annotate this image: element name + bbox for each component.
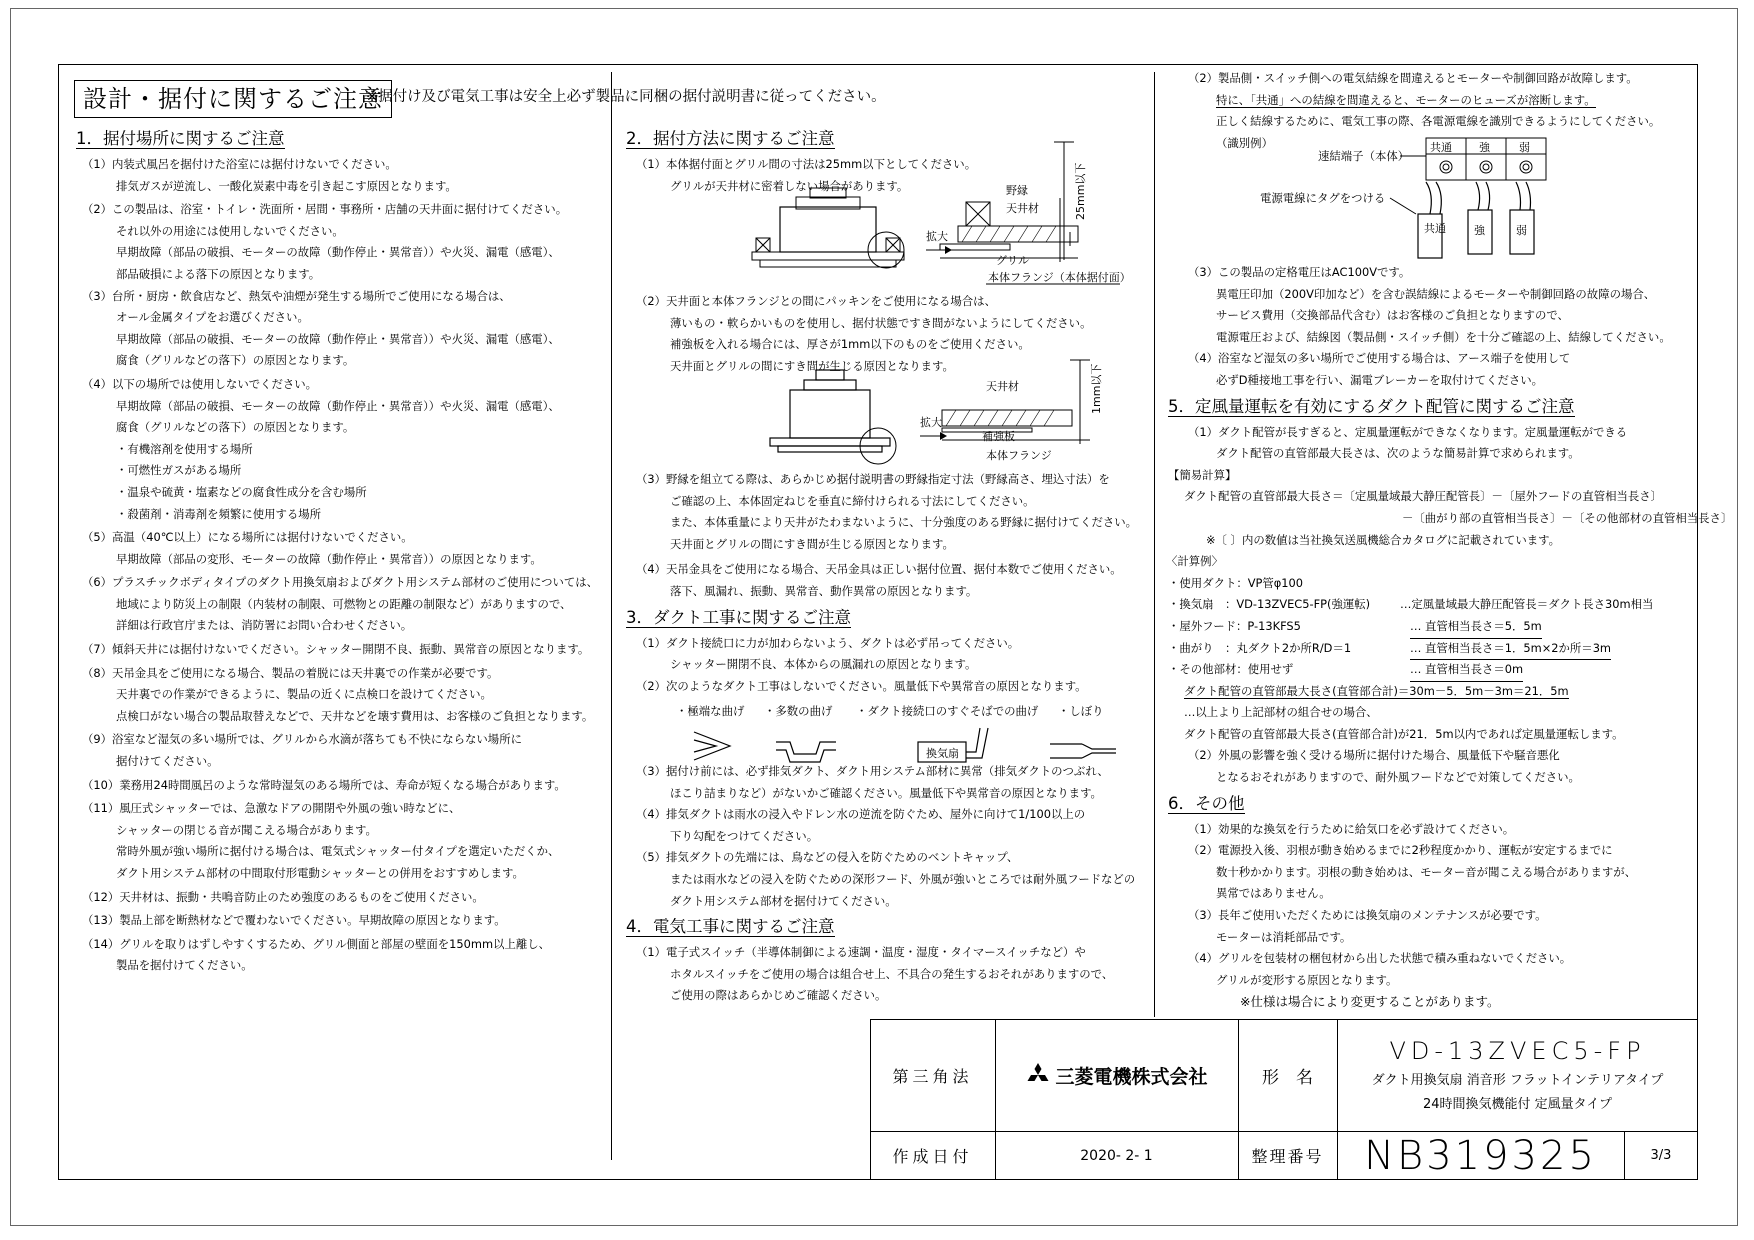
s1-line: （4）以下の場所では使用しないでください。: [82, 376, 318, 391]
figure-flange-grill: [740, 142, 1130, 292]
section-2-heading: 2．据付方法に関するご注意: [626, 129, 835, 148]
s1-line: （2）この製品は、浴室・トイレ・洗面所・居間・事務所・店舗の天井面に据付けてください。: [82, 202, 568, 217]
page-title: 設計・据付に関するご注意: [74, 80, 392, 118]
s1-line: ダクト用システム部材の中間取付形電動シャッターとの併用をおすすめします。: [116, 866, 524, 880]
section-5-heading: 5．定風量運転を有効にするダクト配管に関するご注意: [1168, 396, 1575, 416]
date-label-cell: 作成日付: [892, 1147, 973, 1166]
s1-line: 早期故障（部品の破損、モーターの故障（動作停止・異常音））や火災、漏電（感電）、: [116, 245, 560, 260]
s6-item4-a: （4）グリルを包装材の梱包材から出した状態で積み重ねないでください。: [1188, 951, 1572, 966]
s6-item1: （1）効果的な換気を行うために給気口を必ず設けてください。: [1188, 821, 1515, 836]
bad-sharp-bend-label: ・極端な曲げ: [676, 704, 745, 718]
s5-item1-b: ダクト配管の直管部最大長さは、次のような簡易計算で求められます。: [1216, 446, 1580, 461]
s1-line: 地域により防災上の制限（内装材の制限、可燃物との距離の制限など）がありますので、: [116, 596, 572, 611]
s3-item3-b: ほこり詰まりなど）がないかご確認ください。風量低下や異常音の原因となります。: [670, 785, 1102, 800]
name-label-cell: 形 名: [1262, 1067, 1313, 1088]
r-item3-b: 異電圧印加（200V印加など）を含む誤結線によるモーターや制御回路の故障の場合、: [1216, 286, 1656, 301]
example-row: [1168, 659, 1688, 681]
title-block: [870, 1019, 1698, 1180]
model-cell: [1337, 1019, 1698, 1131]
s3-item5-a: （5）排気ダクトの先端には、鳥などの侵入を防ぐためのベントキャップ、: [636, 850, 1019, 865]
s4-item1-c: ご使用の際はあらかじめご確認ください。: [670, 988, 887, 1003]
fig2-ceiling-label: 天井材: [986, 380, 1019, 393]
column-divider-2: [1154, 72, 1155, 1017]
s2-item2-d: 天井面とグリルの間にすき間が生じる原因となります。: [670, 358, 954, 373]
s1-line: 据付けてください。: [116, 754, 219, 769]
s1-line: 常時外風が強い場所に据付ける場合は、電気式シャッター付タイプを選定いただくか、: [116, 844, 560, 859]
s1-line: （10）業務用24時間風呂のような常時湿気のある場所では、寿命が短くなる場合があります。: [82, 777, 566, 792]
page-cell: 3/3: [1650, 1148, 1672, 1163]
section-4-heading: 4．電気工事に関するご注意: [626, 917, 835, 937]
section-1-column: [76, 124, 606, 977]
example-key: ・その他部材：使用せず: [1168, 662, 1294, 677]
r-item3-d: 電源電圧および、結線図（製品側・スイッチ側）を十分ご確認の上、結線してください。: [1216, 329, 1671, 344]
s2-item4-b: 落下、風漏れ、振動、異常音、動作異常の原因となります。: [670, 583, 978, 598]
s1-line: オール金属タイプをお選びください。: [116, 310, 309, 325]
fig2-flange-label: 本体フランジ: [986, 449, 1052, 462]
s1-line: 詳細は行政官庁または、消防署にお問い合わせください。: [116, 618, 413, 633]
example-key: ・換気扇 ：VD-13ZVEC5-FP(強運転): [1168, 597, 1371, 612]
s1-line: それ以外の用途には使用しないでください。: [116, 223, 344, 238]
section-6-heading: 6．その他: [1168, 793, 1245, 813]
model-number: VD-13ZVEC5-FP: [1389, 1036, 1646, 1065]
s5-item1-a: （1）ダクト配管が長すぎると、定風量運転ができなくなります。定風量運転ができる: [1188, 424, 1628, 439]
r-item3-c: サービス費用（交換部品代含む）はお客様のご負担となりますので、: [1216, 308, 1569, 323]
s1-line: ・有機溶剤を使用する場所: [116, 441, 253, 456]
r-item2-b: 特に、「共通」への結線を間違えると、モーターのヒューズが溶断します。: [1216, 92, 1596, 107]
s2-item2-a: （2）天井面と本体フランジとの間にパッキンをご使用になる場合は、: [636, 294, 996, 308]
r-item3-a: （3）この製品の定格電圧はAC100Vです。: [1188, 265, 1411, 279]
r-item4-a: （4）浴室など湿気の多い場所でご使用する場合は、アース端子を使用して: [1188, 351, 1571, 366]
s3-item3-a: （3）据付け前には、必ず排気ダクト、ダクト用システム部材に異常（排気ダクトのつぶれ、: [636, 764, 1109, 778]
s4-item1-b: ホタルスイッチをご使用の場合は組合せ上、不具合の発生するおそれがありますので、: [670, 966, 1114, 981]
s1-line: （3）台所・厨房・飲食店など、熱気や油煙が発生する場所でご使用になる場合は、: [82, 288, 511, 303]
example-value: … 直管相当長さ＝1．5m×2か所＝3m: [1410, 638, 1611, 661]
figure-terminal-id: [1250, 134, 1570, 264]
example-label: 〈計算例〉: [1166, 554, 1223, 569]
s2-item3-a: （3）野縁を組立てる際は、あらかじめ据付説明書の野縁指定寸法（野縁高さ、埋込寸法）を: [636, 472, 1110, 486]
s6-item3-b: モーターは消耗部品です。: [1216, 929, 1352, 944]
s1-line: 腐食（グリルなどの落下）の原因となります。: [116, 353, 355, 368]
s2-item2-b: 薄いもの・軟らかいものを使用し、据付状態ですき間がないようにしてください。: [670, 315, 1092, 330]
fig1-ceiling-label: 天井材: [1006, 202, 1039, 215]
s1-line: （9）浴室など湿気の多い場所では、グリルから水滴が落ちても不快にならない場所に: [82, 732, 522, 747]
bad-near-bend-label: ・ダクト接続口のすぐそばでの曲げ: [856, 704, 1039, 718]
company-name: 三菱電機株式会社: [1055, 1065, 1208, 1088]
example-row: [1168, 573, 1688, 595]
s3-item4-a: （4）排気ダクトは雨水の浸入やドレン水の逆流を防ぐため、屋外に向けて1/100以上の: [636, 807, 1086, 822]
s1-line: （12）天井材は、振動・共鳴音防止のため強度のあるものをご使用ください。: [82, 889, 484, 904]
simple-calc-label: 【簡易計算】: [1168, 467, 1237, 482]
right-column-body: [1166, 262, 1733, 1013]
s1-line: （6）プラスチックボディタイプのダクト用換気扇およびダクト用システム部材のご使用については、: [82, 575, 599, 590]
example-value: … 直管相当長さ＝0m: [1410, 659, 1523, 682]
fig2-plate-label: 補強板: [982, 430, 1015, 443]
kankisen-label: 換気扇: [926, 747, 959, 760]
terminal-weak: 弱: [1519, 141, 1530, 154]
s3-item5-c: ダクト用システム部材を据付けてください。: [670, 893, 897, 908]
s3-item2-a: （2）次のようなダクト工事はしないでください。風量低下や異常音の原因となります。: [636, 678, 1087, 693]
s6-item3-a: （3）長年ご使用いただくためには換気扇のメンテナンスが必要です。: [1188, 908, 1547, 923]
example-key: ・曲がり ：丸ダクト2か所R/D＝1: [1168, 640, 1352, 655]
conclusion-b: ダクト配管の直管部最大長さ(直管部合計)が21．5m以内であれば定風量運転します。: [1184, 726, 1624, 741]
r-item2-c: 正しく結線するために、電気工事の際、各電源電線を識別できるようにしてください。: [1216, 114, 1661, 129]
fig2-dimension-label: 1mm以下: [1090, 363, 1103, 414]
figure-packing-plate: [760, 360, 1130, 475]
projection-cell: 第三角法: [892, 1066, 973, 1086]
company-cell: [995, 1019, 1238, 1131]
conclusion-a: …以上より上記部材の組合せの場合、: [1184, 705, 1378, 720]
s6-item4-b: グリルが変形する原因となります。: [1216, 972, 1398, 987]
fig1-flange-label: 本体フランジ（本体据付面）: [988, 271, 1131, 284]
formula-note: ※〔 〕内の数値は当社換気送風機総合カタログに記載されています。: [1206, 532, 1560, 547]
s1-line: 排気ガスが逆流し、一酸化炭素中毒を引き起こす原因となります。: [116, 178, 457, 193]
s2-item3-b: ご確認の上、本体固定ねじを垂直に締付けられる寸法にしてください。: [670, 493, 1035, 508]
r-item2-d: （識別例）: [1216, 135, 1273, 150]
s3-item5-b: または雨水などの浸入を防ぐための深形フード、外風が強いところでは耐外風フードなどの: [670, 871, 1136, 886]
s1-line: 部品破損による落下の原因となります。: [116, 266, 321, 281]
example-key: ・使用ダクト：VP管φ100: [1168, 575, 1304, 590]
fig1-enlarge-label: 拡大: [926, 230, 948, 243]
s1-line: 早期故障（部品の破損、モーターの故障（動作停止・異常音））や火災、漏電（感電）、: [116, 331, 560, 346]
section-2-items-3-4: [626, 469, 1146, 697]
s2-item1-a: （1）本体据付面とグリル間の寸法は25mm以下としてください。: [636, 157, 977, 171]
formula-line-2: －〔曲がり部の直管相当長さ〕－〔その他部材の直管相当長さ〕: [1402, 510, 1733, 525]
section-1-heading: 1．据付場所に関するご注意: [76, 129, 285, 148]
tag-label: 電源電線にタグをつける: [1260, 191, 1386, 205]
s3-item1-b: シャッター開閉不良、本体からの風漏れの原因となります。: [670, 657, 977, 672]
spec-note: ※仕様は場合により変更することがあります。: [1240, 994, 1500, 1010]
s1-line: 腐食（グリルなどの落下）の原因となります。: [116, 420, 355, 435]
s1-line: 早期故障（部品の破損、モーターの故障（動作停止・異常音））や火災、漏電（感電）、: [116, 398, 560, 413]
terminal-strong: 強: [1479, 141, 1490, 154]
s1-line: ・殺菌剤・消毒剤を頻繁に使用する場所: [116, 506, 322, 521]
s2-item2-c: 補強板を入れる場合には、厚さが1mm以下のものをご使用ください。: [670, 337, 1030, 352]
mitsubishi-logo-icon: [1025, 1062, 1051, 1088]
s1-line: シャッターの閉じる音が聞こえる場合があります。: [116, 822, 377, 837]
section-3-heading: 3．ダクト工事に関するご注意: [626, 607, 851, 627]
s1-line: ・温泉や硫黄・塩素などの腐食性成分を含む場所: [116, 484, 367, 499]
r-item4-b: 必ずD種接地工事を行い、漏電ブレーカーを取付けてください。: [1216, 372, 1544, 387]
model-desc-2: 24時間換気機能付 定風量タイプ: [1422, 1096, 1613, 1112]
s2-item1-b: グリルが天井材に密着しない場合があります。: [670, 178, 909, 193]
s1-line: （11）風圧式シャッターでは、急激なドアの開閉や外風の強い時などに、: [82, 801, 461, 816]
s6-item2-c: 異常ではありません。: [1216, 886, 1331, 901]
example-result: ダクト配管の直管部最大長さ(直管部合計)＝30m－5．5m－3m＝21．5m: [1184, 683, 1569, 698]
s1-line: （8）天吊金具をご使用になる場合、製品の着脱には天井裏での作業が必要です。: [82, 665, 499, 680]
tag-strong: 強: [1474, 224, 1485, 237]
tag-weak: 弱: [1516, 224, 1527, 237]
s3-item1-a: （1）ダクト接続口に力が加わらないよう、ダクトは必ず吊ってください。: [636, 635, 1020, 650]
s2-item3-c: また、本体重量により天井がたわまないように、十分強度のある野縁に据付けてください。: [670, 515, 1138, 530]
s1-line: （13）製品上部を断熱材などで覆わないでください。早期故障の原因となります。: [82, 913, 506, 928]
bad-constriction-label: ・しぼり: [1058, 704, 1104, 718]
column-divider-1: [611, 72, 612, 1160]
s1-line: 点検口がない場合の製品取替えなどで、天井などを壊す費用は、お客様のご負担となります。: [116, 708, 594, 723]
s2-item4-a: （4）天吊金具をご使用になる場合、天吊金具は正しい据付位置、据付本数でご使用ください。: [636, 562, 1122, 577]
s6-item2-a: （2）電源投入後、羽根が動き始めるまでに2秒程度かかり、運転が安定するまでに: [1188, 843, 1613, 858]
number-label-cell: 整理番号: [1251, 1147, 1324, 1166]
example-row: [1168, 594, 1688, 616]
s2-item3-d: 天井面とグリルの間にすき間が生じる原因となります。: [670, 536, 954, 551]
installation-note: ※据付け及び電気工事は安全上必ず製品に同梱の据付説明書に従ってください。: [366, 89, 886, 105]
s1-line: （7）傾斜天井には据付けないでください。シャッター開閉不良、振動、異常音の原因となります。: [82, 642, 590, 657]
s1-line: （5）高温（40℃以上）になる場所には据付けないでください。: [82, 530, 413, 545]
s1-line: 早期故障（部品の変形、モーターの故障（動作停止・異常音））の原因となります。: [116, 551, 542, 566]
s3-item4-b: 下り勾配をつけてください。: [670, 828, 819, 843]
s5-item2-b: となるおそれがありますので、耐外風フードなどで対策してください。: [1216, 770, 1580, 785]
fig1-dimension-label: 25mm以下: [1074, 162, 1087, 220]
terminal-common: 共通: [1430, 141, 1452, 154]
s1-line: 天井裏での作業ができるように、製品の近くに点検口を設けてください。: [116, 687, 492, 702]
example-row: [1168, 638, 1688, 660]
s1-line: 製品を据付けてください。: [116, 958, 253, 973]
section-1-list: [76, 154, 606, 977]
example-key: ・屋外フード：P-13KFS5: [1168, 618, 1301, 633]
r-item2-a: （2）製品側・スイッチ側への電気結線を間違えるとモーターや制御回路が故障します。: [1188, 71, 1638, 85]
formula-line-1: ダクト配管の直管部最大長さ＝〔定風量域最大静圧配管長〕－〔屋外フードの直管相当長さ〕: [1184, 489, 1663, 504]
example-value: … 直管相当長さ＝5．5m: [1410, 616, 1542, 639]
tag-common: 共通: [1424, 222, 1446, 235]
example-list: [1168, 573, 1688, 681]
s1-line: ・可燃性ガスがある場所: [116, 463, 242, 478]
fig1-grill-label: グリル: [996, 254, 1029, 267]
fig2-enlarge-label: 拡大: [920, 416, 942, 429]
s1-line: （14）グリルを取りはずしやすくするため、グリル側面と部屋の壁面を150mm以上離し、: [82, 936, 551, 951]
s1-line: （1）内装式風呂を据付けた浴室には据付けないでください。: [82, 157, 397, 171]
example-row: [1168, 616, 1688, 638]
s6-item2-b: 数十秒かかります。羽根の動き始めは、モーター音が聞こえる場合がありますが、: [1216, 864, 1637, 879]
terminal-label: 速結端子（本体）: [1318, 149, 1410, 163]
s4-item1-a: （1）電子式スイッチ（半導体制御による速調・温度・湿度・タイマースイッチなど）や: [636, 945, 1086, 960]
bad-many-bends-label: ・多数の曲げ: [764, 704, 833, 718]
section-3-items-3-5: [626, 761, 1146, 1007]
s5-item2-a: （2）外風の影響を強く受ける場所に据付けた場合、風量低下や騒音悪化: [1188, 748, 1560, 763]
model-desc-1: ダクト用換気扇 消音形 フラットインテリアタイプ: [1371, 1072, 1664, 1088]
example-value: …定風量域最大静圧配管長＝ダクト長さ30m相当: [1400, 597, 1654, 612]
date-cell: 2020- 2- 1: [1080, 1147, 1153, 1164]
number-cell: NB319325: [1364, 1132, 1597, 1179]
fig1-noen-label: 野縁: [1006, 184, 1028, 197]
